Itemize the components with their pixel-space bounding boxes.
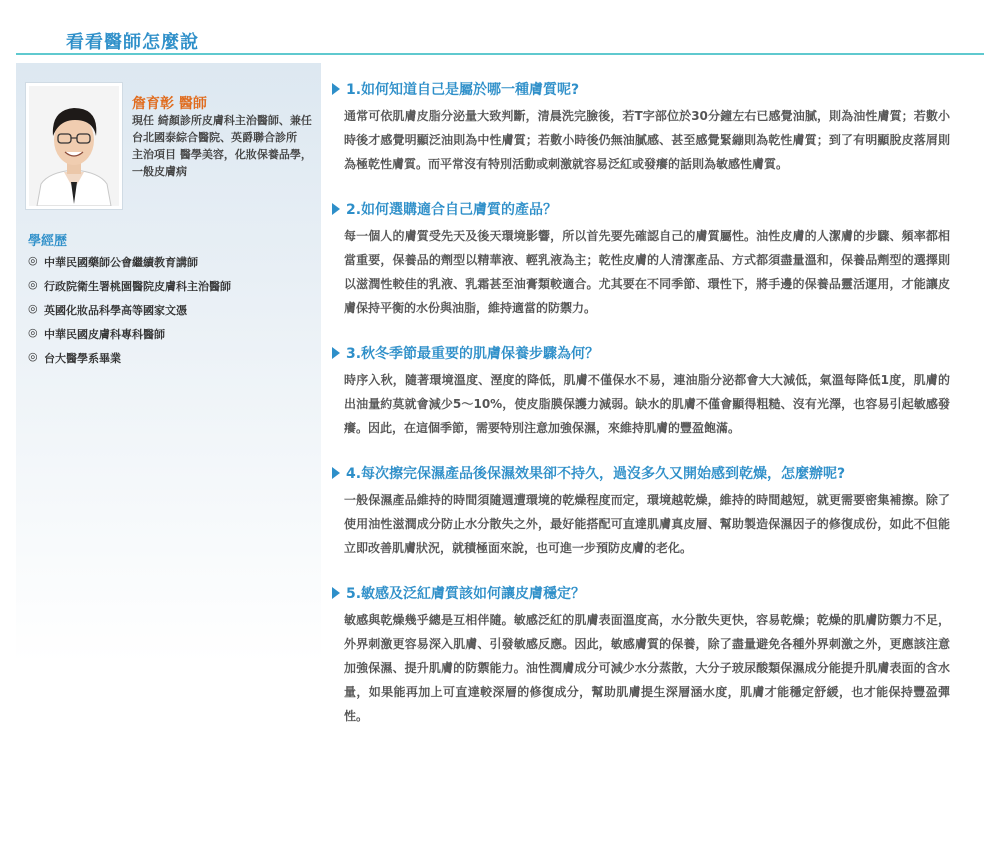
qa-item (332, 198, 952, 320)
question-heading (332, 342, 952, 364)
education-item-text: 行政院衛生署桃園醫院皮膚科主治醫師 (44, 280, 231, 293)
doctor-specialties: 主治項目 醫學美容，化妝保養品學，一般皮膚病 (132, 148, 312, 178)
qa-item (332, 342, 952, 440)
bullet-icon: ◎ (28, 302, 38, 315)
page-title: 看看醫師怎麼說 (66, 32, 199, 53)
qa-item (332, 78, 952, 176)
doctor-description (132, 112, 316, 180)
question-text: 2.如何選購適合自己膚質的產品？ (346, 202, 558, 218)
question-heading (332, 198, 952, 220)
question-text: 5.敏感及泛紅膚質該如何讓皮膚穩定？ (346, 586, 586, 602)
education-item-text: 中華民國藥師公會繼續教育講師 (44, 256, 198, 269)
list-item (28, 350, 231, 374)
bullet-icon: ◎ (28, 254, 38, 267)
list-item (28, 254, 231, 278)
education-item-text: 台大醫學系畢業 (44, 352, 121, 365)
bullet-icon: ◎ (28, 278, 38, 291)
triangle-arrow-icon (332, 203, 340, 215)
triangle-arrow-icon (332, 83, 340, 95)
qa-item (332, 582, 952, 728)
triangle-arrow-icon (332, 467, 340, 479)
education-item-text: 英國化妝品科學高等國家文憑 (44, 304, 187, 317)
answer-text: 敏感與乾燥幾乎總是互相伴隨。敏感泛紅的肌膚表面溫度高，水分散失更快，容易乾燥；乾燥的肌膚防禦力不足，外界刺激更容易深入肌膚、引發敏感反應。因此，敏感膚質的保養，除了盡量避免各種外界刺激之外，更應該注意加強保濕、提升肌膚的防禦能力。油性潤膚成分可減少水分蒸散，大分子玻尿酸類保濕成分能提升肌膚表面的含水量，如果能再加上可直達較深層的修復成分，幫助肌膚提生深層涵水度，肌膚才能穩定舒緩，也才能保持豐盈彈性。 (344, 613, 950, 723)
qa-item (332, 462, 952, 560)
triangle-arrow-icon (332, 587, 340, 599)
bullet-icon: ◎ (28, 326, 38, 339)
education-title: 學經歷 (28, 234, 68, 249)
question-text: 3.秋冬季節最重要的肌膚保養步驟為何？ (346, 346, 600, 362)
qa-content (332, 78, 952, 750)
list-item (28, 278, 231, 302)
answer-text: 時序入秋，隨著環境溫度、溼度的降低，肌膚不僅保水不易，連油脂分泌都會大大減低，氣溫每降低1度，肌膚的出油量約莫就會減少5～10%，使皮脂膜保護力減弱。缺水的肌膚不僅會顯得粗糙、沒有光澤，也容易引起敏感發癢。因此，在這個季節，需要特別注意加強保濕，來維持肌膚的豐盈飽滿。 (344, 373, 950, 435)
page-header (16, 26, 984, 55)
bullet-icon: ◎ (28, 350, 38, 363)
doctor-photo (26, 83, 122, 209)
answer-text: 每一個人的膚質受先天及後天環境影響，所以首先要先確認自己的膚質屬性。油性皮膚的人潔膚的步驟、頻率都相當重要，保養品的劑型以精華液、輕乳液為主；乾性皮膚的人清潔產品、方式都須盡量溫和，保養品劑型的選擇則以滋潤性較佳的乳液、乳霜甚至油膏類較適合。尤其要在不同季節、環性下，將手邊的保養品靈活運用，才能讓皮膚保持平衡的水份與油脂，維持適當的防禦力。 (344, 229, 950, 315)
answer-text: 通常可依肌膚皮脂分泌量大致判斷，清晨洗完臉後，若T字部位於30分鐘左右已感覺油膩，則為油性膚質；若數小時後才感覺明顯泛油則為中性膚質；若數小時後仍無油膩感、甚至感覺緊繃則為乾性膚質；到了有明顯脫皮落屑則為極乾性膚質。而平常沒有特別活動或刺激就容易泛紅或發癢的話則為敏感性膚質。 (344, 109, 950, 171)
question-heading (332, 78, 952, 100)
education-item-text: 中華民國皮膚科專科醫師 (44, 328, 165, 341)
list-item (28, 326, 231, 350)
doctor-current-position: 現任 綺顏診所皮膚科主治醫師、兼任台北國泰綜合醫院、英爵聯合診所 (132, 114, 312, 144)
question-text: 4.每次擦完保濕產品後保濕效果卻不持久，過沒多久又開始感到乾燥，怎麼辦呢? (346, 466, 846, 482)
list-item (28, 302, 231, 326)
doctor-portrait-icon (29, 86, 119, 206)
answer-text: 一般保濕產品維持的時間須隨週遭環境的乾燥程度而定，環境越乾燥，維持的時間越短，就更需要密集補擦。除了使用油性滋潤成分防止水分散失之外，最好能搭配可直達肌膚真皮層、幫助製造保濕因子的修復成份，如此不但能立即改善肌膚狀況，就積極面來說，也可進一步預防皮膚的老化。 (344, 493, 950, 555)
question-heading (332, 582, 952, 604)
doctor-sidebar (16, 63, 321, 663)
education-list (28, 254, 231, 374)
question-text: 1.如何知道自己是屬於哪一種膚質呢? (346, 82, 580, 98)
doctor-name: 詹育彰 醫師 (132, 96, 207, 112)
question-heading (332, 462, 952, 484)
triangle-arrow-icon (332, 347, 340, 359)
